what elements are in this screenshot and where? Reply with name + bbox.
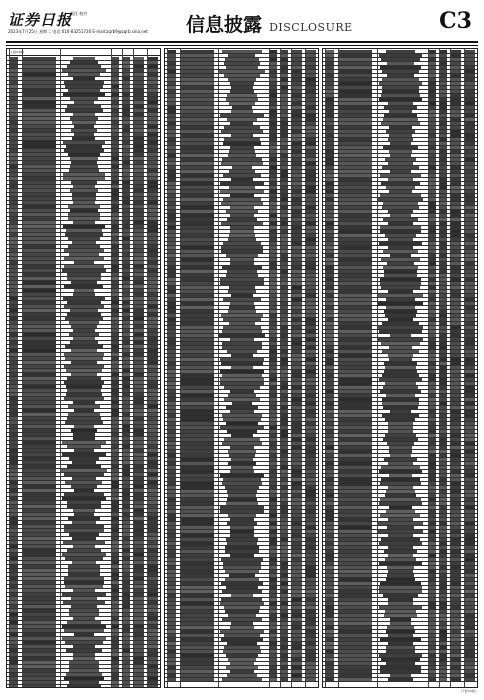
section-title — [186, 10, 353, 37]
edition-label: 责任 校对 — [70, 11, 88, 16]
newspaper-logo: 证券日报 — [8, 11, 73, 29]
section-title-en: DISCLOSURE — [269, 21, 353, 34]
table-cell-text — [281, 678, 288, 680]
table-cell-text — [388, 678, 413, 680]
table-row — [165, 677, 318, 682]
table-cell-text — [148, 685, 158, 687]
table-cell-text — [465, 678, 475, 680]
continued-to-label: (下转C4版) — [460, 689, 476, 693]
table-row — [7, 684, 160, 688]
masthead — [0, 0, 484, 44]
table-column-1 — [6, 48, 161, 688]
table-cell-text — [134, 685, 144, 687]
header-rule-thin — [6, 45, 478, 46]
table-cell-text — [270, 678, 277, 680]
table-cell-text — [181, 678, 214, 680]
table-cell-text — [440, 678, 447, 680]
continued-from-label: (上接C2版) — [7, 49, 160, 56]
table-cell-text — [10, 685, 18, 687]
table-cell-text — [168, 678, 176, 680]
page-number: C3 — [439, 8, 472, 34]
header-rule — [6, 41, 478, 43]
table-column-3 — [322, 48, 478, 688]
issue-line: 2023年7月25日 星期二 电话:010-83251730 E-mail:zqrb9@zqrb.sina.net — [8, 29, 148, 34]
table-cell-text — [326, 678, 334, 680]
table-cell-text — [123, 685, 130, 687]
table-cell-text — [222, 678, 262, 680]
table-cell-text — [339, 678, 372, 680]
table-cell-text — [306, 678, 316, 680]
table-cell-text — [451, 678, 461, 680]
table-cell-text — [429, 678, 436, 680]
table-cell-text — [292, 678, 302, 680]
disclosure-table-area — [6, 48, 478, 688]
table-cell-text — [23, 685, 56, 687]
table-cell-text — [67, 685, 101, 687]
table-row — [323, 677, 477, 682]
section-title-cn: 信息披露 — [186, 14, 263, 36]
table-column-2 — [164, 48, 319, 688]
table-cell-text — [112, 685, 119, 687]
